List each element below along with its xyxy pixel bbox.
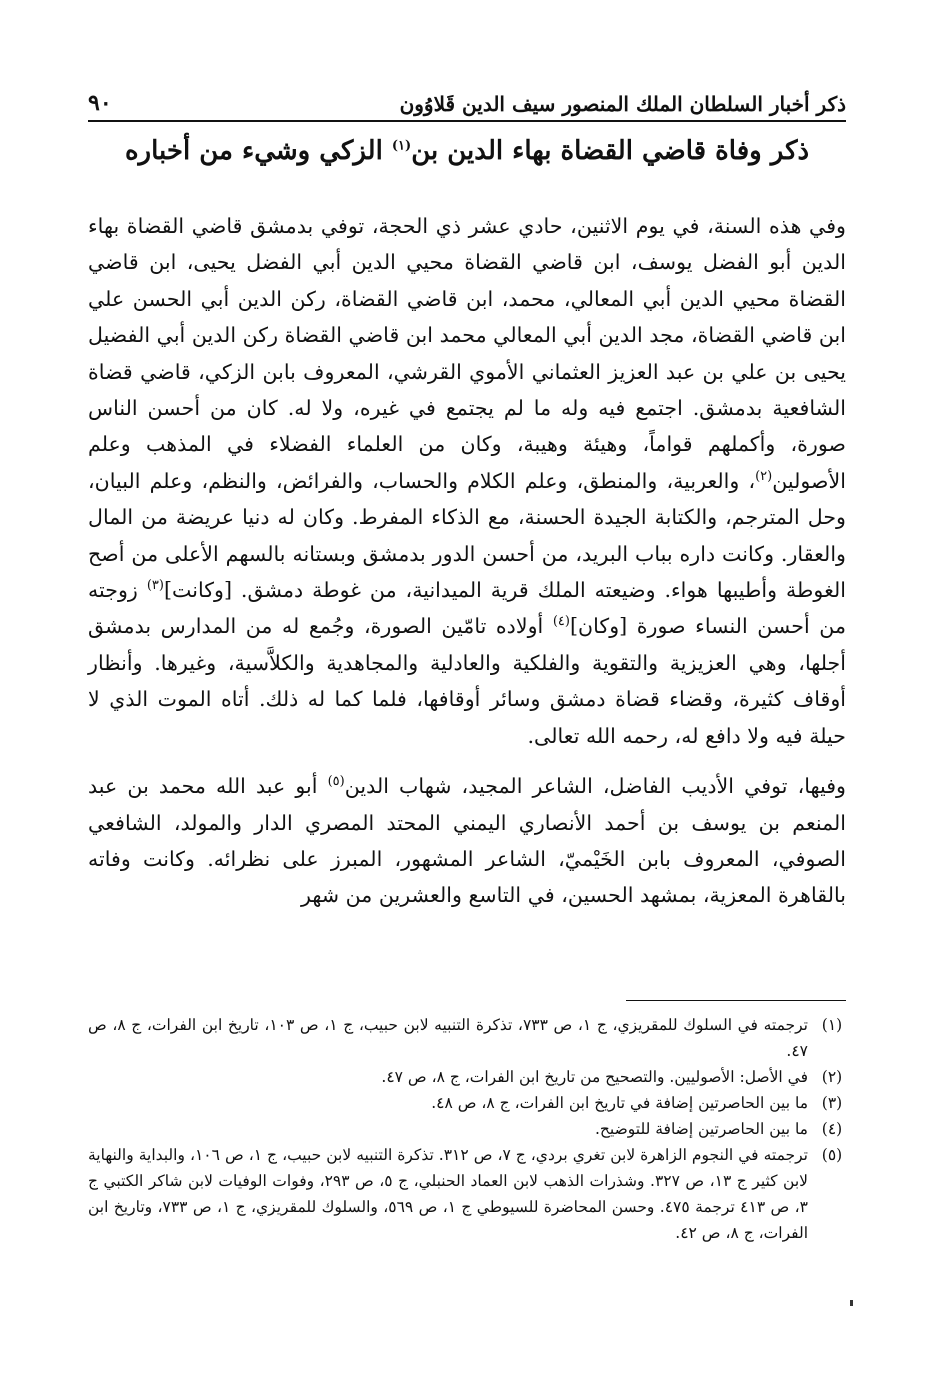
paragraph [88,208,846,754]
page-header [88,84,846,116]
footnote-ref-5: (٥) [327,774,345,790]
footnote-number: (٥) [821,1146,843,1164]
footnote [88,1064,846,1090]
footnote-ref-4: (٤) [552,614,570,630]
chapter-title [88,136,846,166]
page-number: ٩٠ [88,90,112,116]
footnotes [88,1012,846,1246]
footnote-number: (١) [821,1016,843,1034]
paragraph-text: وفي هذه السنة، في يوم الاثنين، حادي عشر ذي الحجة، توفي بدمشق قاضي القضاة بهاء الدين أبو الفضل يوسف، ابن قاضي القضاة محيي الدين أبي الفضل يحيى، ابن قاضي القضاة محيي الدين أبي المعالي، محمد، ابن قاضي القضاة، ركن الدين أبي الحسن علي ابن قاضي القضاة، مجد الدين أبي المعالي محمد ابن قاضي القضاة ركن الدين أبي الفضيل يحيى بن علي بن عبد العزيز العثماني الأموي القرشي، المعروف بابن الزكي، قاضي قضاة الشافعية بدمشق. اجتمع فيه وله ما لم يجتمع في غيره، ولا له. كان من أحسن الناس صورة، وأكملهم قواماً، وهيئة وهيبة، وكان من العلماء الفضلاء في المذهب وعلم الأصولين [88,214,846,493]
running-head: ذكر أخبار السلطان الملك المنصور سيف الدين قَلاوُون [399,92,846,116]
footnote-ref-1: (١) [391,138,412,154]
header-rule [88,120,846,122]
footnote-text: في الأصل: الأصوليين. والتصحيح من تاريخ ابن الفرات، ج ٨، ص ٤٧. [381,1068,808,1086]
paragraph-text: أبو عبد الله محمد بن عبد المنعم بن يوسف بن أحمد الأنصاري اليمني المحتد المصري الدار والمولد، الشافعي الصوفي، المعروف بابن الخَيْميّ، الشاعر المشهور، المبرز على نظرائه. وكانت وفاته بالقاهرة المعزية، بمشهد الحسين، في التاسع والعشرين من شهر [88,774,846,908]
paragraph-text: ، والعربية، والمنطق، وعلم الكلام والحساب، والفرائض، والنظم، وعلم البيان، وحل المترجم، والكتابة الجيدة الحسنة، مع الذكاء المفرط. وكان له دنيا عريضة من المال والعقار. وكانت داره بباب البريد، من أحسن الدور بدمشق وبستانه بالسهم الأعلى من أصح الغوطة وأطيبها هواء. وضيعته الملك قرية الميدانية، من غوطة دمشق. [وكانت] [88,468,846,603]
footnote-number: (٣) [821,1094,843,1112]
footnote-ref-2: (٢) [755,468,773,484]
footnote [88,1116,846,1142]
footnote-ref-3: (٣) [146,578,164,594]
chapter-title-part2: الزكي وشيء من أخباره [124,136,392,166]
chapter-title-part1: ذكر وفاة قاضي القضاة بهاء الدين بن [411,136,810,166]
footnote [88,1090,846,1116]
paragraph [88,768,846,914]
footnote-number: (٢) [821,1068,843,1086]
body-text [88,208,846,914]
paragraph-text: أولاده تامّين الصورة، وجُمع له من المدارس بدمشق أجلها، وهي العزيزية والتقوية والفلكية والعادلية والمجاهدية والكلاَّسية، وغيرها. وأنظار أوقاف كثيرة، وقضاء قضاة دمشق وسائر أوقافها، فلما كما له ذلك. أتاه الموت الذي لا حيلة فيه ولا دافع له، رحمه الله تعالى. [88,614,846,748]
footnote-text: ما بين الحاصرتين إضافة في تاريخ ابن الفرات، ج ٨، ص ٤٨. [431,1094,808,1112]
paragraph-text: وفيها، توفي الأديب الفاضل، الشاعر المجيد، شهاب الدين [344,774,846,799]
footnote-text: ترجمته في النجوم الزاهرة لابن تغري بردي، ج ٧، ص ٣١٢. تذكرة التنبيه لابن حبيب، ج ١، ص ١٠٦، والبداية والنهاية لابن كثير ج ١٣، ص ٣٢٧. وشذرات الذهب لابن العماد الحنبلي، ج ٥، ص ٢٩٣، وفوات الوفيات لابن شاكر الكتبي ج ٣، ص ٤١٣ ترجمة ٤٧٥. وحسن المحاضرة للسيوطي ج ١، ص ٥٦٩، والسلوك للمقريزي، ج ١، ص ٧٣٣، وتاريخ ابن الفرات، ج ٨، ص ٤٢. [88,1146,808,1242]
footnote-number: (٤) [821,1120,843,1138]
footnote [88,1012,846,1064]
footnote-rule [626,1000,846,1001]
footnote [88,1142,846,1246]
stray-ink-mark [850,1300,853,1306]
paragraph-text: زوجته من أحسن النساء صورة [وكان] [88,578,846,639]
footnote-text: ما بين الحاصرتين إضافة للتوضيح. [594,1120,808,1138]
footnote-text: ترجمته في السلوك للمقريزي، ج ١، ص ٧٣٣، تذكرة التنبيه لابن حبيب، ج ١، ص ١٠٣، تاريخ ابن الفرات، ج ٨، ص ٤٧. [88,1016,808,1060]
